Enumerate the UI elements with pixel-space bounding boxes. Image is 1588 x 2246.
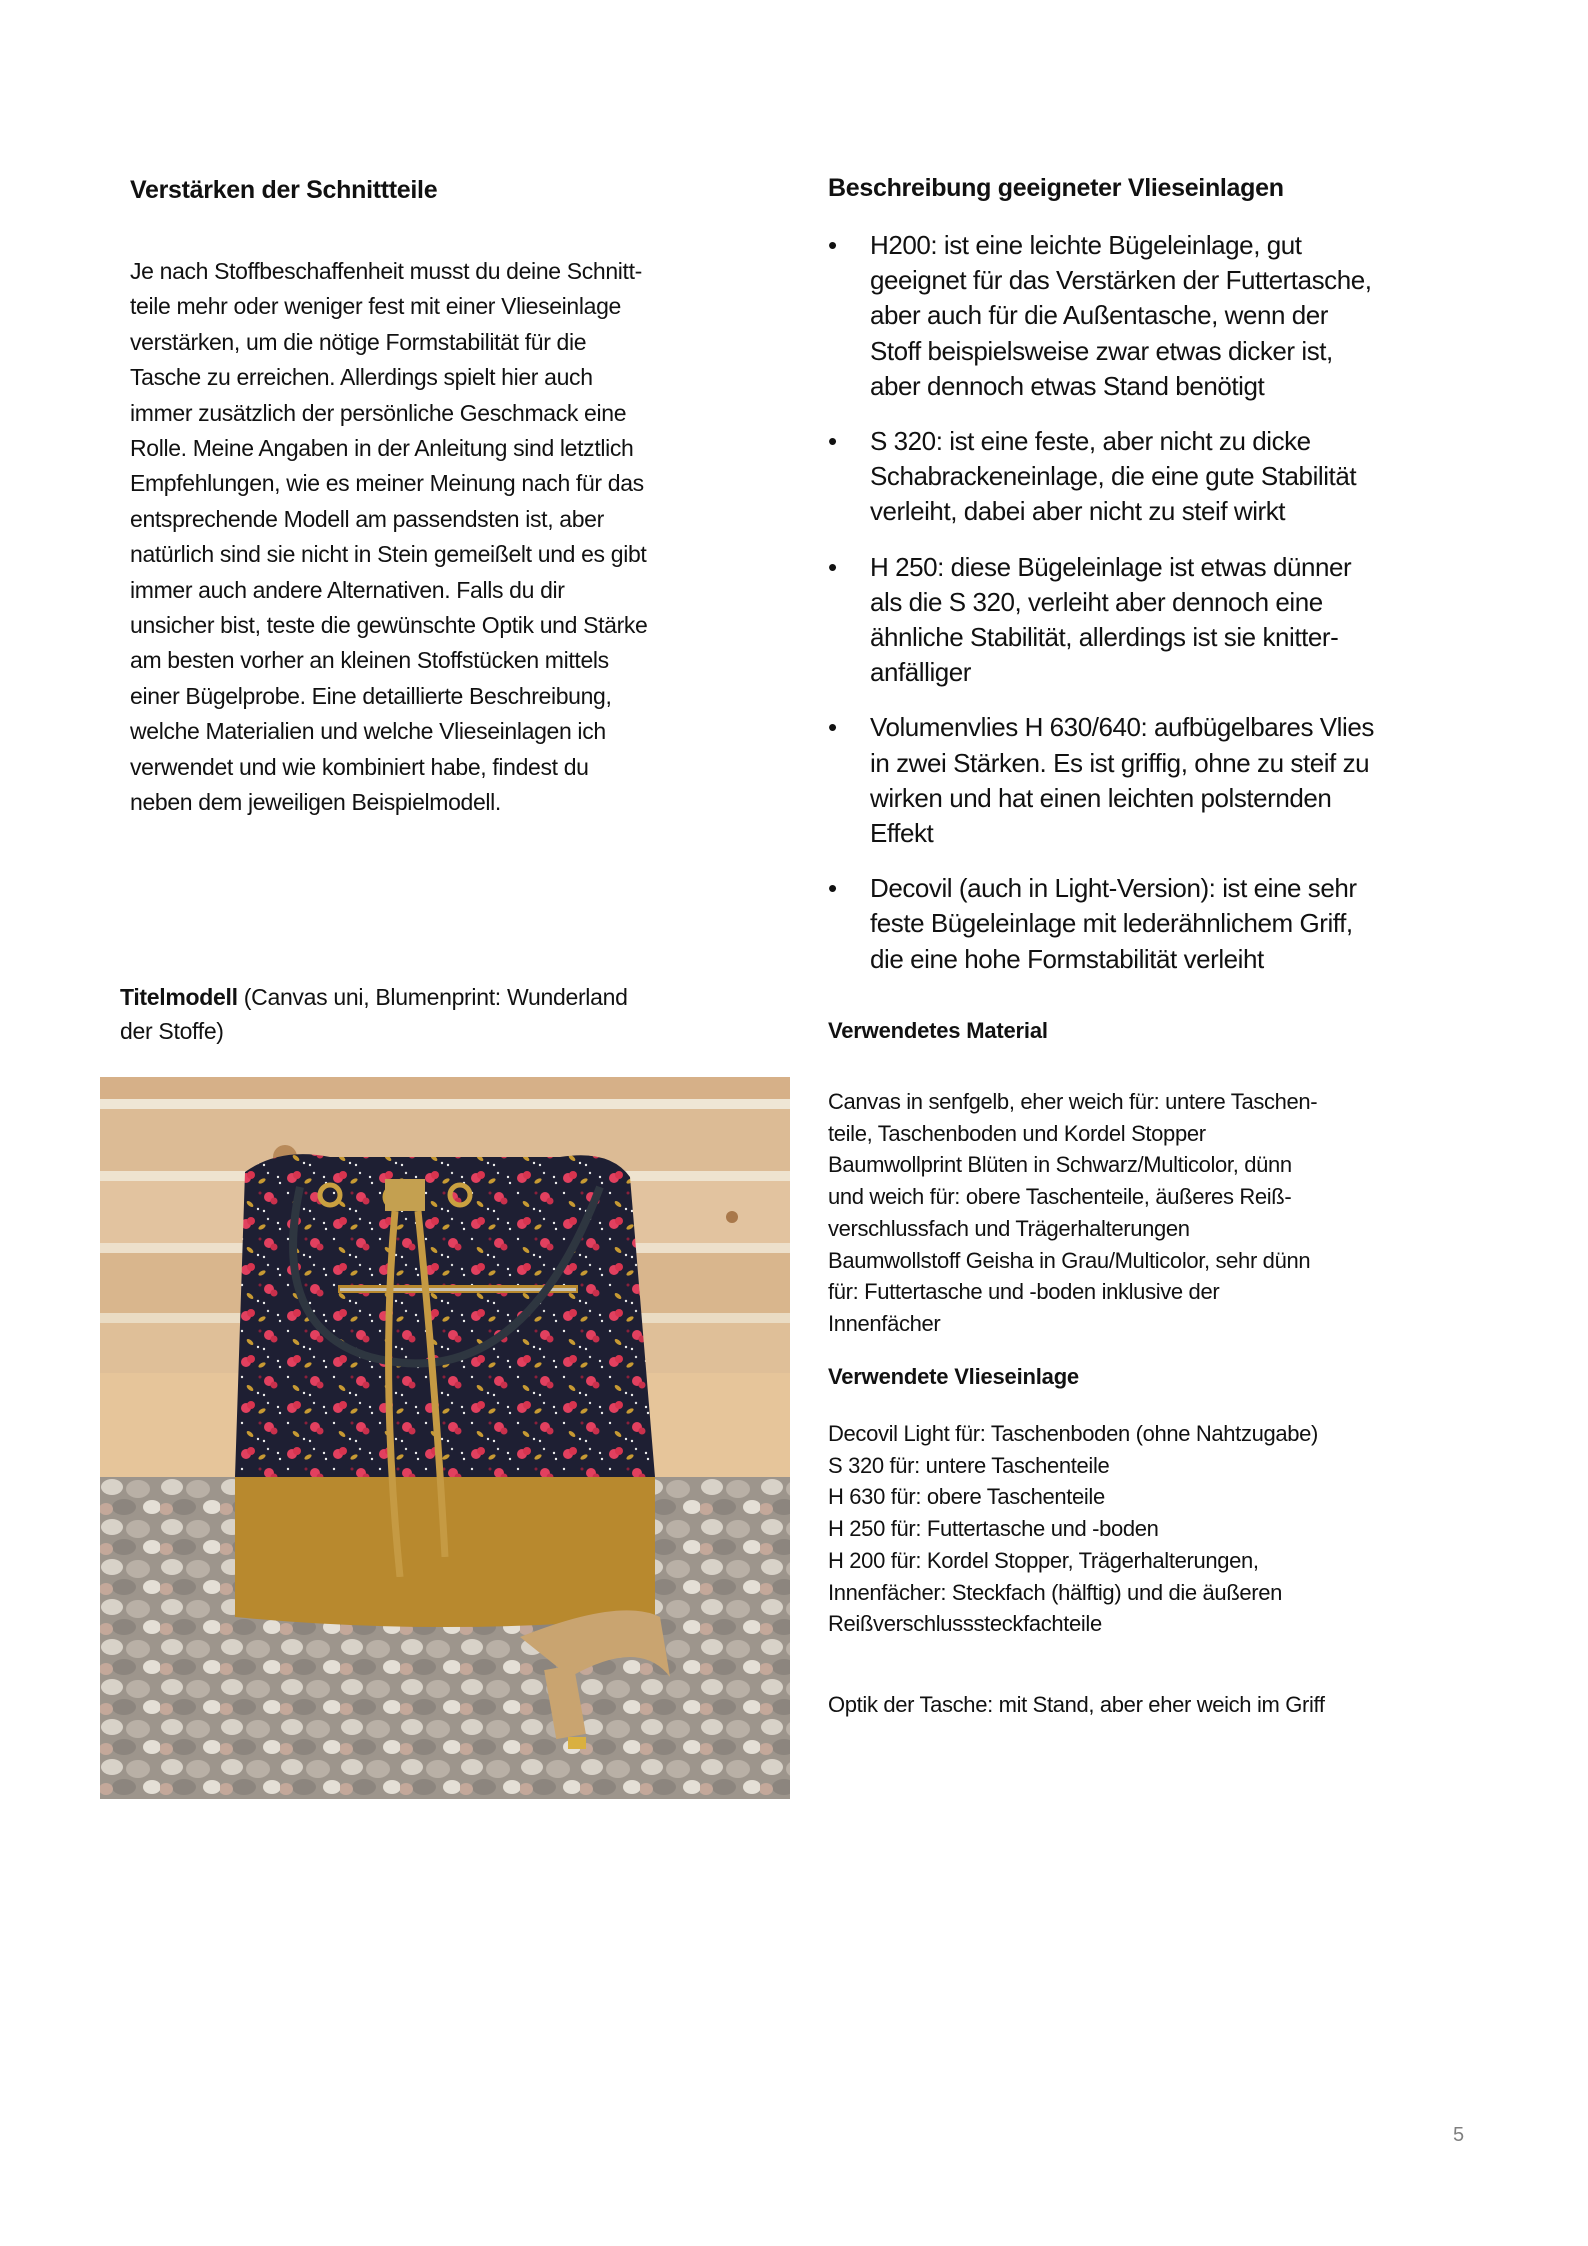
material-line: für: Futtertasche und -boden inklusive der bbox=[828, 1279, 1220, 1305]
caption-detail-line2: der Stoffe) bbox=[120, 1018, 224, 1044]
vlieseinlage-line: Decovil Light für: Taschenboden (ohne Nahtzugabe) bbox=[828, 1421, 1318, 1446]
paragraph-line: Tasche zu erreichen. Allerdings spielt hier auch bbox=[130, 364, 593, 391]
paragraph-line: am besten vorher an kleinen Stoffstücken mittels bbox=[130, 647, 609, 674]
paragraph-line: verstärken, um die nötige Formstabilität für die bbox=[130, 328, 587, 355]
bullet-icon: • bbox=[828, 873, 837, 904]
photo-caption bbox=[120, 980, 770, 1048]
vlieseinlage-line: S 320 für: untere Taschenteile bbox=[828, 1452, 1110, 1478]
section-heading-vlieseinlage: Verwendete Vlieseinlage bbox=[828, 1364, 1079, 1389]
paragraph-line: verwendet und wie kombiniert habe, findest du bbox=[130, 753, 589, 780]
paragraph-line: Rolle. Meine Angaben in der Anleitung sind letztlich bbox=[130, 435, 634, 462]
material-line: und weich für: obere Taschenteile, äußeres Reiß- bbox=[828, 1184, 1292, 1210]
material-line: Innenfächer bbox=[828, 1310, 941, 1336]
material-line: verschlussfach und Trägerhalterungen bbox=[828, 1215, 1190, 1241]
paragraph-line: natürlich sind sie nicht in Stein gemeißelt und es gibt bbox=[130, 541, 647, 568]
vlieseinlagen-list bbox=[828, 228, 1498, 997]
paragraph-line: entsprechende Modell am passendsten ist, aber bbox=[130, 505, 604, 532]
vlieseinlage-line: H 250 für: Futtertasche und -boden bbox=[828, 1516, 1159, 1542]
bag-photo bbox=[100, 1077, 790, 1799]
optik-summary: Optik der Tasche: mit Stand, aber eher weich im Griff bbox=[828, 1692, 1325, 1717]
paragraph-line: einer Bügelprobe. Eine detaillierte Beschreibung, bbox=[130, 682, 612, 709]
material-line: Baumwollstoff Geisha in Grau/Multicolor, sehr dünn bbox=[828, 1247, 1311, 1273]
bullet-icon: • bbox=[828, 230, 837, 260]
paragraph-line: teile mehr oder weniger fest mit einer Vlieseinlage bbox=[130, 293, 621, 320]
vlieseinlage-line: Innenfächer: Steckfach (hälftig) und die äußeren bbox=[828, 1579, 1283, 1605]
list-item-volumenvlies: • Volumenvlies H 630/640: aufbügelbares Vlies in zwei Stärken. Es ist griffig, ohne zu steif zu wirken und hat einen leichten polsternden Effekt bbox=[828, 712, 1374, 849]
vlieseinlage-line: H 630 für: obere Taschenteile bbox=[828, 1484, 1105, 1510]
paragraph-line: unsicher bist, teste die gewünschte Optik und Stärke bbox=[130, 612, 648, 639]
bag-photo-illustration bbox=[100, 1077, 790, 1799]
caption-detail: (Canvas uni, Blumenprint: Wunderland bbox=[237, 984, 628, 1010]
section-heading-material: Verwendetes Material bbox=[828, 1018, 1048, 1043]
material-line: Baumwollprint Blüten in Schwarz/Multicolor, dünn bbox=[828, 1152, 1292, 1178]
vlieseinlage-line: Reißverschlusssteckfachteile bbox=[828, 1611, 1102, 1637]
material-line: Canvas in senfgelb, eher weich für: untere Taschen- bbox=[828, 1089, 1318, 1114]
material-line: teile, Taschenboden und Kordel Stopper bbox=[828, 1120, 1206, 1146]
intro-paragraph bbox=[130, 254, 770, 821]
paragraph-line: welche Materialien und welche Vlieseinlagen ich bbox=[130, 718, 606, 745]
list-item-h250: • H 250: diese Bügeleinlage ist etwas dünner als die S 320, verleiht aber dennoch eine ähnliche Stabilität, allerdings ist sie knitter- anfälliger bbox=[828, 551, 1352, 688]
material-list bbox=[828, 1086, 1498, 1340]
section-heading-vlieseinlagen: Beschreibung geeigneter Vlieseinlagen bbox=[828, 174, 1284, 202]
paragraph-line: Empfehlungen, wie es meiner Meinung nach für das bbox=[130, 470, 644, 497]
paragraph-line: neben dem jeweiligen Beispielmodell. bbox=[130, 789, 501, 816]
list-item-decovil: • Decovil (auch in Light-Version): ist eine sehr feste Bügeleinlage mit lederähnlichem Griff, die eine hohe Formstabilität verleiht bbox=[828, 873, 1357, 974]
vlieseinlage-line: H 200 für: Kordel Stopper, Trägerhalterungen, bbox=[828, 1547, 1259, 1573]
list-item-h200: • H200: ist eine leichte Bügeleinlage, gut geeignet für das Verstärken der Futtertasche, aber auch für die Außentasche, wenn der Stoff beispielsweise zwar etwas dicker ist, aber dennoch etwas Stand benötigt bbox=[828, 230, 1372, 401]
page-number: 5 bbox=[1453, 2124, 1465, 2146]
bullet-icon: • bbox=[828, 551, 837, 582]
paragraph-line: immer auch andere Alternativen. Falls du dir bbox=[130, 576, 565, 603]
paragraph-line: immer zusätzlich der persönliche Geschmack eine bbox=[130, 399, 627, 426]
list-item-s320: • S 320: ist eine feste, aber nicht zu dicke Schabrackeneinlage, die eine gute Stabilität verleiht, dabei aber nicht zu steif wirkt bbox=[828, 426, 1357, 527]
vlieseinlage-list bbox=[828, 1418, 1498, 1640]
caption-title: Titelmodell bbox=[120, 984, 238, 1010]
bullet-icon: • bbox=[828, 426, 837, 457]
bullet-icon: • bbox=[828, 712, 837, 743]
section-heading-verstaerken: Verstärken der Schnittteile bbox=[130, 176, 438, 204]
paragraph-line: Je nach Stoffbeschaffenheit musst du deine Schnitt- bbox=[130, 258, 642, 284]
